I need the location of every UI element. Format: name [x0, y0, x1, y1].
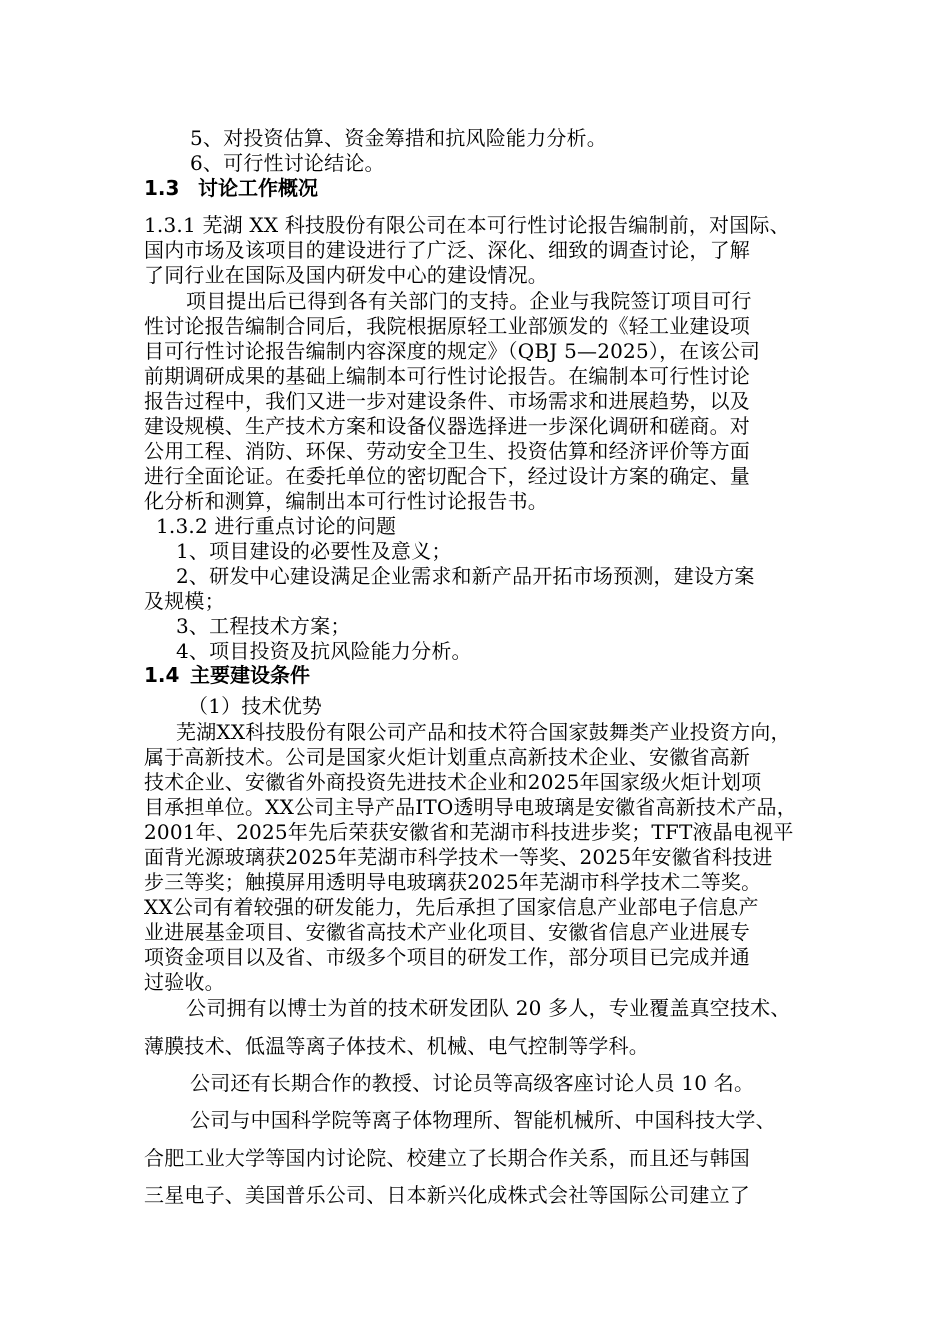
paragraph-line: 公用工程、消防、环保、劳动安全卫生、投资估算和经济评价等方面	[144, 439, 750, 463]
subsection-title: （1）技术优势	[188, 694, 323, 718]
section-number: 1.4	[144, 663, 180, 687]
list-item: 4、项目投资及抗风险能力分析。	[176, 639, 472, 663]
paragraph-line: 了同行业在国际及国内研发中心的建设情况。	[144, 263, 548, 287]
paragraph-line: 建设规模、生产技术方案和设备仪器选择进一步深化调研和磋商。对	[144, 414, 750, 438]
paragraph-line: 目承担单位。XX公司主导产品ITO透明导电玻璃是安徽省高新技术产品，	[144, 795, 797, 819]
paragraph-line: XX公司有着较强的研发能力，先后承担了国家信息产业部电子信息产	[144, 895, 759, 919]
paragraph-line: 三星电子、美国普乐公司、日本新兴化成株式会社等国际公司建立了	[144, 1183, 750, 1207]
paragraph-line: 技术企业、安徽省外商投资先进技术企业和2025年国家级火炬计划项	[144, 770, 762, 794]
paragraph-line: 业进展基金项目、安徽省高技术产业化项目、安徽省信息产业进展专	[144, 920, 750, 944]
paragraph-line: 公司还有长期合作的教授、讨论员等高级客座讨论人员 10 名。	[190, 1071, 755, 1095]
paragraph-line: 进行全面论证。在委托单位的密切配合下，经过设计方案的确定、量	[144, 464, 750, 488]
paragraph-line: 2001年、2025年先后荣获安徽省和芜湖市科技进步奖；TFT液晶电视平	[144, 820, 794, 844]
section-title: 主要建设条件	[190, 663, 310, 687]
subsection-title: 1.3.2 进行重点讨论的问题	[156, 514, 397, 538]
paragraph-line: 报告过程中，我们又进一步对建设条件、市场需求和进展趋势，以及	[144, 389, 750, 413]
paragraph-line: 薄膜技术、低温等离子体技术、机械、电气控制等学科。	[144, 1034, 649, 1058]
paragraph-line: 性讨论报告编制合同后，我院根据原轻工业部颁发的《轻工业建设项	[144, 314, 750, 338]
paragraph-line: 面背光源玻璃获2025年芜湖市科学技术一等奖、2025年安徽省科技进	[144, 845, 773, 869]
paragraph-line: 国内市场及该项目的建设进行了广泛、深化、细致的调查讨论，了解	[144, 238, 750, 262]
list-item: 3、工程技术方案；	[176, 614, 351, 638]
paragraph-line: 目可行性讨论报告编制内容深度的规定》（QBJ 5—2025），在该公司	[144, 339, 761, 363]
section-number: 1.3	[144, 176, 180, 200]
list-item: 2、研发中心建设满足企业需求和新产品开拓市场预测，建设方案	[176, 564, 755, 588]
section-title: 讨论工作概况	[198, 176, 318, 200]
paragraph-line: 项目提出后已得到各有关部门的支持。企业与我院签订项目可行	[186, 289, 752, 313]
paragraph-line: 项资金项目以及省、市级多个项目的研发工作，部分项目已完成并通	[144, 945, 750, 969]
paragraph-line: 芜湖XX科技股份有限公司产品和技术符合国家鼓舞类产业投资方向，	[176, 720, 791, 744]
section-heading-1-4	[144, 662, 310, 688]
paragraph-line: 属于高新技术。公司是国家火炬计划重点高新技术企业、安徽省高新	[144, 745, 750, 769]
section-heading-1-3	[144, 175, 318, 201]
paragraph-line: 公司与中国科学院等离子体物理所、智能机械所、中国科技大学、	[190, 1108, 776, 1132]
paragraph-line: 过验收。	[144, 970, 225, 994]
list-item: 5、对投资估算、资金筹措和抗风险能力分析。	[190, 126, 607, 150]
list-item: 1、项目建设的必要性及意义；	[176, 539, 452, 563]
paragraph-line: 前期调研成果的基础上编制本可行性讨论报告。在编制本可行性讨论	[144, 364, 750, 388]
paragraph-line: 1.3.1 芜湖 XX 科技股份有限公司在本可行性讨论报告编制前，对国际、	[144, 213, 790, 237]
paragraph-line: 化分析和测算，编制出本可行性讨论报告书。	[144, 489, 548, 513]
paragraph-line: 步三等奖；触摸屏用透明导电玻璃获2025年芜湖市科学技术二等奖。	[144, 870, 762, 894]
paragraph-line: 公司拥有以博士为首的技术研发团队 20 多人，专业覆盖真空技术、	[186, 996, 791, 1020]
list-item: 6、可行性讨论结论。	[190, 151, 385, 175]
paragraph-line: 合肥工业大学等国内讨论院、校建立了长期合作关系，而且还与韩国	[144, 1146, 750, 1170]
list-item: 及规模；	[144, 589, 225, 613]
